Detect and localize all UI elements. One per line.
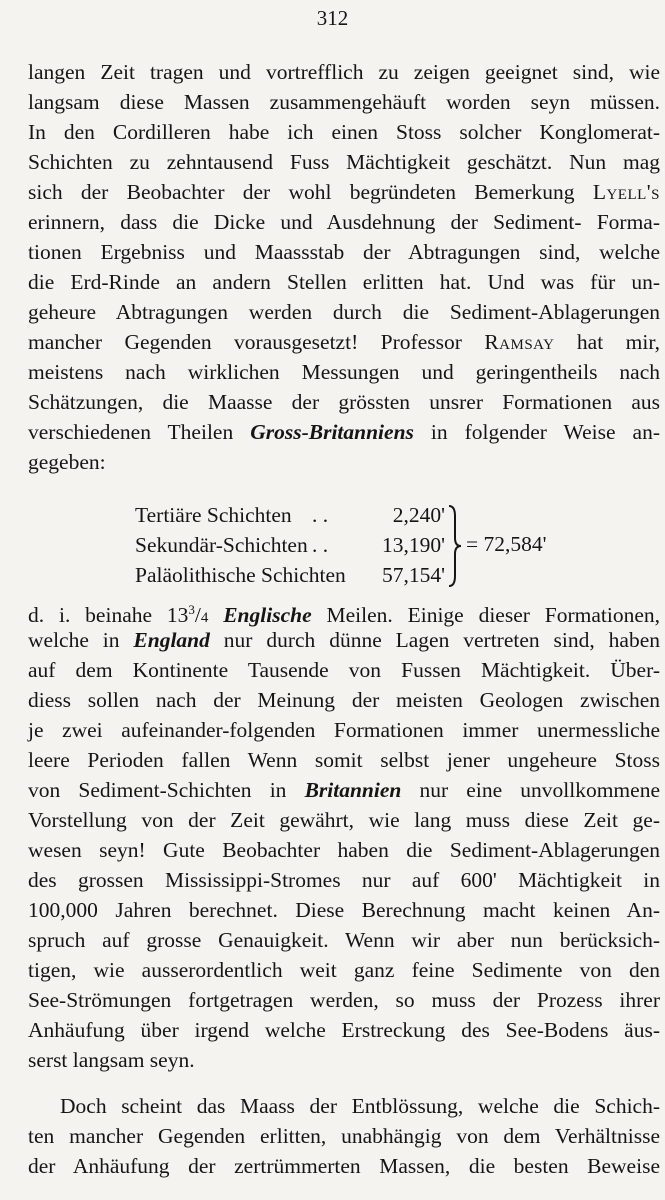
text-span: nur durch dünne Lagen vertreten sind, haben: [209, 628, 660, 652]
text-line: [28, 776, 660, 804]
text-line: gegeben:: [28, 450, 106, 474]
text-span: in folgender Weise an-: [413, 420, 660, 444]
row-value: 57,154': [382, 563, 445, 587]
text-span: d. i. beinahe 13: [28, 603, 189, 628]
text-line: Schichten zu zehntausend Fuss Mächtigkeit geschätzt. Nun mag: [28, 150, 660, 174]
place-name: Gross-Britanniens: [250, 420, 414, 444]
page-number: 312: [316, 6, 349, 30]
text-span: nur eine unvollkommene: [401, 778, 660, 802]
text-line: tionen Ergebniss und Maassstab der Abtragungen sind, welche: [28, 240, 660, 264]
total-value: = 72,584': [466, 532, 547, 556]
text-span: [208, 603, 223, 627]
text-line: des grossen Mississippi-Stromes nur auf 600' Mächtigkeit in: [28, 868, 660, 892]
text-line: leere Perioden fallen Wenn somit selbst jener ungeheure Stoss: [28, 748, 660, 772]
row-value: 2,240': [392, 503, 445, 527]
text-span: sich der Beobachter der wohl begründeten Bemerkung: [28, 180, 593, 204]
text-line: Anhäufung über irgend welche Erstreckung des See-Bodens äus-: [28, 1018, 660, 1042]
text-line: Vorstellung von der Zeit gewährt, wie lang muss diese Zeit ge-: [28, 808, 660, 832]
text-line: die Erd-Rinde an andern Stellen erlitten hat. Und was für un-: [28, 270, 660, 294]
curly-brace: [447, 504, 463, 588]
fraction-numerator: 3: [188, 602, 195, 617]
text-span: welche in: [28, 628, 134, 652]
text-line: [28, 178, 660, 206]
author-name-lyell: Lyell's: [592, 180, 660, 204]
place-name: Britannien: [304, 778, 402, 802]
text-line: serst langsam seyn.: [28, 1048, 195, 1072]
table-row: [0, 530, 665, 560]
text-span: von Sediment-Schichten in: [28, 778, 305, 802]
text-line: [28, 328, 660, 356]
row-label: Tertiäre Schichten: [135, 503, 292, 527]
text-line: [28, 596, 661, 628]
text-line: wesen seyn! Gute Beobachter haben die Sediment-Ablagerungen: [28, 838, 660, 862]
text-line: meistens nach wirklichen Messungen und geringentheils nach: [28, 360, 660, 384]
text-line: See-Strömungen fortgetragen werden, so muss der Prozess ihrer: [28, 988, 660, 1012]
text-line: diess sollen nach der Meinung der meisten Geologen zwischen: [28, 688, 660, 712]
row-label: Paläolithische Schichten: [135, 563, 346, 587]
table-row: [0, 560, 665, 590]
fraction-denominator: 4: [200, 610, 209, 627]
text-line: Schätzungen, die Maasse der grössten unsrer Formationen aus: [28, 390, 660, 414]
text-line: spruch auf grosse Genauigkeit. Wenn wir aber nun berücksich-: [28, 928, 660, 952]
author-name-ramsay: Ramsay: [484, 330, 555, 354]
fraction-slash: /: [194, 603, 201, 628]
text-span: verschiedenen Theilen: [28, 420, 251, 444]
text-line: Doch scheint das Maass der Entblössung, welche die Schich-: [60, 1094, 660, 1118]
text-line: erinnern, dass die Dicke und Ausdehnung der Sediment- Forma-: [28, 210, 660, 234]
text-line: auf dem Kontinente Tausende von Fussen Mächtigkeit. Über-: [28, 658, 660, 682]
place-name: England: [133, 628, 210, 652]
row-value: 13,190': [382, 533, 445, 557]
text-line: In den Cordilleren habe ich einen Stoss solcher Konglomerat-: [28, 120, 660, 144]
text-line: der Anhäufung der zertrümmerten Massen, die besten Beweise: [28, 1154, 660, 1178]
text-span: Meilen. Einige dieser Formationen,: [311, 603, 661, 628]
row-label: Sekundär-Schichten: [135, 533, 308, 557]
row-dots: . .: [312, 533, 329, 557]
text-line: tigen, wie ausserordentlich weit ganz feine Sedimente von den: [28, 958, 660, 982]
text-line: 100,000 Jahren berechnet. Diese Berechnung macht keinen An-: [28, 898, 660, 922]
emphasis-text: Englische: [223, 603, 312, 628]
text-line: geheure Abtragungen werden durch die Sediment-Ablagerungen: [28, 300, 660, 324]
text-line: je zwei aufeinander-folgenden Formationen immer unermessliche: [28, 718, 660, 742]
text-line: langen Zeit tragen und vortrefflich zu zeigen geeignet sind, wie: [28, 60, 660, 84]
text-line: ten mancher Gegenden erlitten, unabhängig von dem Verhältnisse: [28, 1124, 660, 1148]
text-line: [28, 418, 660, 446]
text-span: hat mir,: [554, 330, 660, 354]
text-span: mancher Gegenden vorausgesetzt! Professor: [28, 330, 485, 354]
formation-thickness-table: [0, 500, 665, 592]
text-line: [28, 626, 660, 654]
table-row: [0, 500, 665, 530]
row-dots: . .: [312, 503, 329, 527]
text-line: langsam diese Massen zusammengehäuft worden seyn müssen.: [28, 90, 660, 114]
